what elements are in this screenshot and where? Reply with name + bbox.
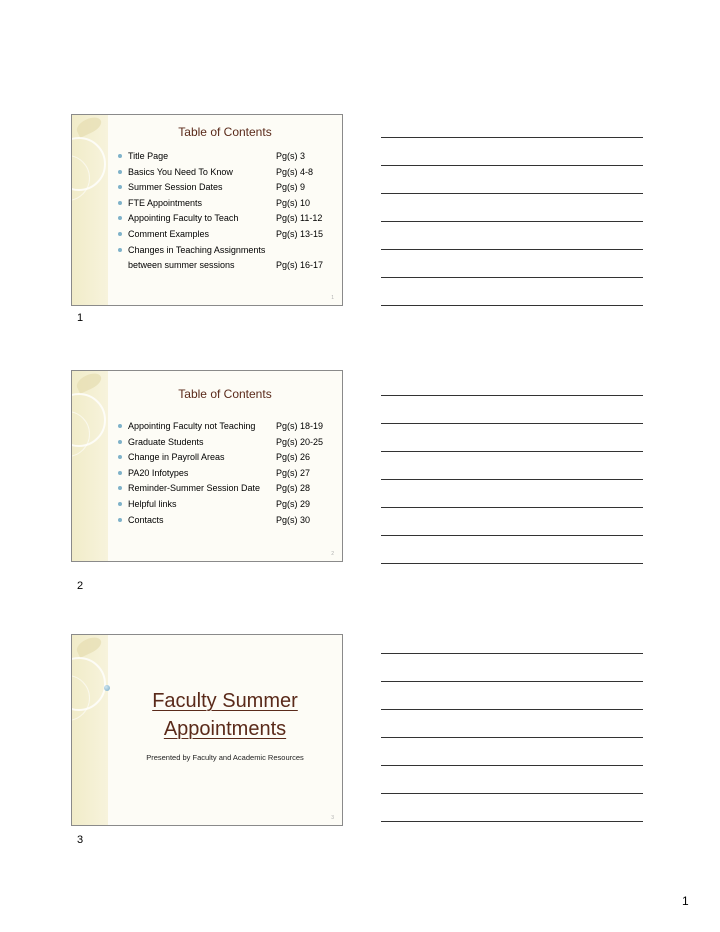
bullet-icon: [118, 455, 122, 459]
bullet-icon: [118, 440, 122, 444]
slide-number: 3: [331, 815, 334, 821]
slide-3: [71, 634, 343, 826]
notes-line: [381, 535, 643, 536]
bullet-icon: [118, 486, 122, 490]
notes-line: [381, 249, 643, 250]
bullet-icon: [118, 154, 122, 158]
notes-line: [381, 507, 643, 508]
bullet-icon: [118, 424, 122, 428]
notes-line: [381, 737, 643, 738]
notes-line: [381, 821, 643, 822]
slide-number: 1: [331, 295, 334, 301]
notes-line: [381, 193, 643, 194]
notes-line: [381, 277, 643, 278]
notes-line: [381, 681, 643, 682]
notes-line: [381, 221, 643, 222]
notes-line: [381, 479, 643, 480]
notes-line: [381, 423, 643, 424]
slide-number: 2: [331, 551, 334, 557]
page-number: 1: [682, 894, 689, 908]
bullet-icon: [118, 232, 122, 236]
bullet-icon: [118, 170, 122, 174]
notes-line: [381, 137, 643, 138]
slide-index: 1: [77, 312, 84, 324]
notes-line: [381, 563, 643, 564]
slide-2: Table of Contents Appointing Faculty not Teaching Pg(s) 18-19 Graduate Students Pg(s) 20-25 Change in Payroll Areas Pg(s) 26 PA20 Infotypes Pg(s) 27 Reminder-Summer Session Date Pg(s) 28 Helpful links Pg(s) 29 Contacts Pg(s) 30 2: [71, 370, 343, 562]
notes-line: [381, 793, 643, 794]
slide-decor: [72, 635, 108, 825]
slide-index: 2: [77, 580, 84, 592]
notes-line: [381, 165, 643, 166]
presentation-subtitle: Presented by Faculty and Academic Resources: [146, 753, 304, 762]
notes-line: [381, 305, 643, 306]
notes-line: [381, 709, 643, 710]
notes-line: [381, 451, 643, 452]
notes-line: [381, 395, 643, 396]
bullet-icon: [118, 185, 122, 189]
bullet-icon: [118, 201, 122, 205]
bullet-icon: [118, 248, 122, 252]
bullet-icon: [118, 471, 122, 475]
slide-1: Table of Contents Title Page Pg(s) 3 Basics You Need To Know Pg(s) 4-8 Summer Session Dates Pg(s) 9 FTE Appointments Pg(s) 10 Appointing Faculty to Teach Pg(s) 11-12 Comment Examples Pg(s) 13-15 Changes in Teaching Assignments between summer sessions Pg(s) 16-17 1: [71, 114, 343, 306]
slide-title: Table of Contents: [178, 125, 272, 139]
bullet-icon: [118, 502, 122, 506]
slide-index: 3: [77, 834, 84, 846]
notes-line: [381, 653, 643, 654]
slide-title: Table of Contents: [178, 387, 272, 401]
slide-decor: [72, 115, 108, 305]
slide-decor: [72, 371, 108, 561]
notes-line: [381, 765, 643, 766]
bullet-icon: [118, 518, 122, 522]
bullet-icon: [118, 216, 122, 220]
presentation-title: Faculty Summer Appointments: [152, 690, 298, 740]
